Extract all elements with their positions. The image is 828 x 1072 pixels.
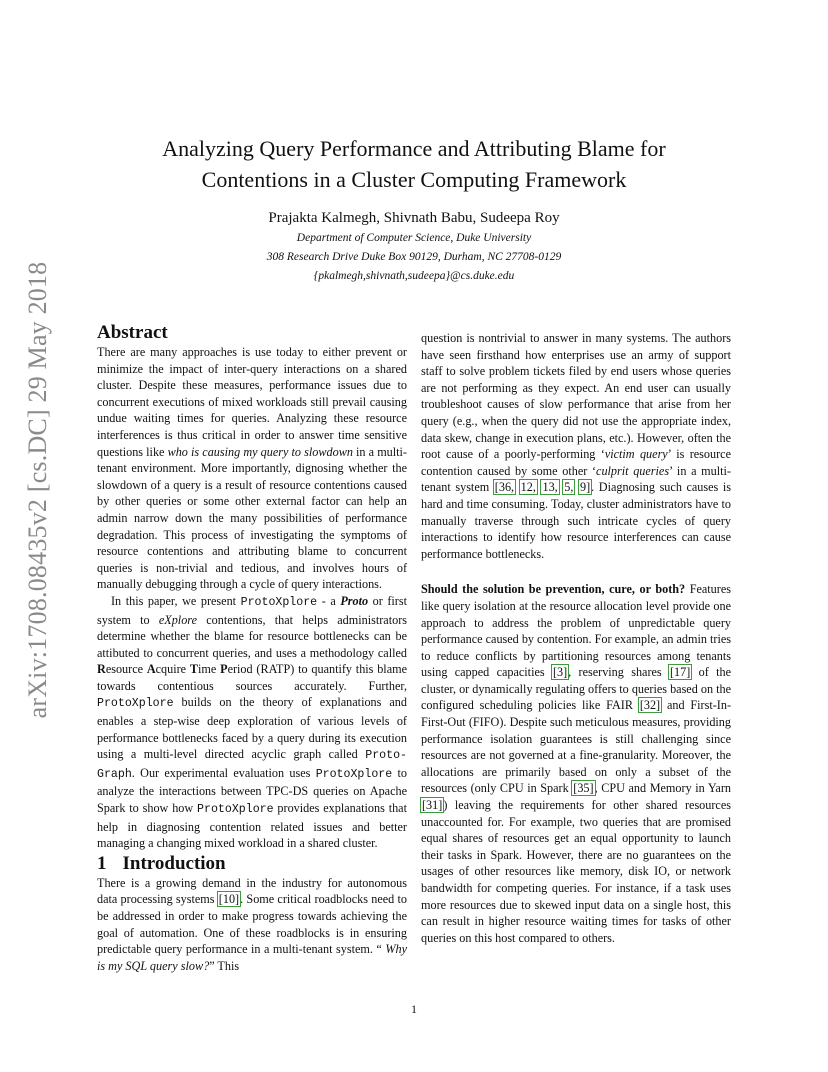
text: . Some critical roadblocks need to be addressed in order to make progress towards achieving the goal of automation. One of these roadblocks is in ensuring predictable query performance in a multi-tenant system. “ bbox=[97, 892, 407, 957]
emphasis: victim query bbox=[604, 447, 668, 462]
text: ” This bbox=[209, 958, 240, 973]
text: ) leaving the requirements for other shared resources unaccounted for. For example, two queries that are promised equal shares of resources get an equal opportunity to launch their tasks in Spark. However, there are no guarantees on the usages of other resources like memory, disk IO, or network bandwidth for competing queries. For instance, if a task uses more resources due to skewed input data on a single host, this can result in higher resource waiting times for tasks of other queries on this host compared to others. bbox=[421, 798, 731, 945]
citation-link[interactable]: 13, bbox=[542, 480, 558, 495]
affiliation-address: 308 Research Drive Duke Box 90129, Durham, NC 27708-0129 bbox=[266, 251, 562, 263]
bold-letter: R bbox=[97, 662, 106, 677]
emphasis: Proto bbox=[340, 593, 369, 608]
system-name: ProtoXplore bbox=[97, 697, 174, 711]
text: In this paper, we present bbox=[111, 593, 241, 608]
citation-link[interactable]: [3] bbox=[552, 665, 568, 680]
system-name: Proto-Graph bbox=[97, 749, 407, 781]
run-in-heading: Should the solution be prevention, cure, or both? bbox=[421, 582, 686, 597]
intro-paragraph-2 bbox=[421, 581, 731, 946]
text: . Diagnosing such causes is hard and time consuming. Today, cluster administrators have to manually traverse through such intricate cycles of query interactions to identify how resource interferences can cause performance bottlenecks. bbox=[421, 480, 731, 561]
citation-link[interactable]: 5, bbox=[564, 480, 574, 495]
emphasis: who is causing my query to slowdown bbox=[167, 444, 353, 459]
system-name: ProtoXplore bbox=[240, 595, 318, 609]
text: ime bbox=[198, 662, 221, 677]
citation-link[interactable]: [17] bbox=[669, 665, 691, 680]
text: to analyze the interactions between TPC-DS queries on Apache Spark to show how bbox=[97, 765, 408, 816]
text: ’ is resource contention caused by some other ‘ bbox=[421, 447, 731, 478]
emphasis: culprit queries bbox=[596, 463, 670, 478]
paper-title bbox=[100, 133, 728, 195]
section-number: 1 bbox=[97, 852, 107, 874]
citation-link[interactable]: 9] bbox=[580, 480, 591, 495]
introduction-heading bbox=[97, 853, 407, 875]
page-number: 1 bbox=[411, 1002, 417, 1016]
affiliation-email: {pkalmegh,shivnath,sudeepa}@cs.duke.edu bbox=[313, 270, 515, 282]
bold-letter: P bbox=[220, 662, 228, 677]
affiliation-department: Department of Computer Science, Duke University bbox=[296, 232, 532, 244]
abstract-paragraph-2 bbox=[97, 593, 407, 852]
text: There are many approaches is use today to either prevent or minimize the impact of inter-query interactions on a shared cluster. Despite these measures, performance issues due to concurrent executions of mixed workloads still prevail causing undue waiting times for queries. Analyzing these resource interferences is thus critical in order to answer time sensitive questions like bbox=[97, 345, 407, 459]
authors: Prajakta Kalmegh, Shivnath Babu, Sudeepa Roy bbox=[268, 210, 560, 226]
text: Features like query isolation at the resource allocation level provide one approach to address the problem of unpredictable query performance caused by contention. For example, an admin tries to reduce conflicts by partitioning resources among tenants using capped capacities bbox=[421, 582, 731, 680]
system-name: ProtoXplore bbox=[315, 767, 393, 781]
text: and First-In-First-Out (FIFO). Despite such meticulous measures, providing performance isolation guarantees is still challenging since resources are not governed at a fine-granularity. Moreover, the allocations are primarily based on only a subset of the resources (only CPU in Spark bbox=[421, 698, 732, 796]
citation-link[interactable]: [10] bbox=[218, 892, 240, 907]
text: - a bbox=[317, 593, 341, 608]
text: question is nontrivial to answer in many systems. The authors have seen firsthand how enterprises use an army of support staff to solve problem tickets filed by end users whose queries are not performing as they expect. An end user can usually troubleshoot causes of slow performance that arise from her query (e.g., when the query did not use the appropriate index, data skew, change in execution plans, etc.). However, often the root cause of a poorly-performing ‘ bbox=[421, 331, 731, 462]
intro-paragraph-1 bbox=[97, 875, 407, 975]
emphasis: Why is my SQL query slow? bbox=[97, 942, 407, 973]
section-title: Introduction bbox=[122, 852, 226, 874]
citation-link[interactable]: [32] bbox=[639, 698, 661, 713]
left-column bbox=[97, 322, 407, 974]
citation-link[interactable]: [35] bbox=[573, 781, 594, 796]
emphasis: eXplore bbox=[158, 612, 197, 627]
text: ’ in a multi-tenant system bbox=[421, 463, 731, 495]
affiliation bbox=[100, 229, 728, 286]
text: contentions, that helps administrators determine whether the blame for resource bottlenecks can be attibuted to concurrent queries, and uses a methodology called bbox=[97, 612, 407, 660]
intro-paragraph-1-continued bbox=[421, 330, 731, 562]
citation-link[interactable]: [36, bbox=[494, 480, 515, 495]
title-line-1: Analyzing Query Performance and Attributing Blame for bbox=[162, 136, 666, 161]
text: provides explanations that help in diagnosing contention related issues and better managing a changing mixed workload in a shared cluster. bbox=[97, 801, 407, 851]
citation-link[interactable]: 12, bbox=[520, 480, 536, 495]
text: esource bbox=[105, 662, 147, 677]
bold-letter: T bbox=[189, 662, 199, 677]
text: cquire bbox=[155, 662, 190, 677]
bold-letter: A bbox=[146, 662, 156, 677]
text: builds on the theory of explanations and enables a step-wise deep exploration of various levels of performance bottlenecks faced by a query during its execution using a multi-level directed acyclic graph called bbox=[97, 695, 407, 762]
text: of the cluster, or dynamically regulating offers to queries based on the configured scheduling policies like FAIR bbox=[421, 665, 731, 713]
text: in a multi-tenant environment. More importantly, dignosing whether the slowdown of a query is a result of resource contentions caused by other queries or some other external factor can help an admin narrow down the many possibilities of performance degradation. This process of investigating the symptoms of resource contentions and attributing blame to concurrent queries is non-trivial and tedious, and involves hours of manually debugging through a cycle of query interactions. bbox=[97, 444, 407, 592]
citation-link[interactable]: [31] bbox=[422, 798, 443, 813]
right-column bbox=[421, 330, 731, 946]
text: There is a growing demand in the industry for autonomous data processing systems bbox=[97, 875, 407, 907]
text: or first system to bbox=[97, 593, 407, 627]
title-line-2: Contentions in a Cluster Computing Framework bbox=[201, 167, 627, 192]
abstract-heading: Abstract bbox=[97, 322, 168, 343]
abstract-paragraph-1 bbox=[97, 344, 407, 593]
system-name: ProtoXplore bbox=[197, 803, 274, 817]
text: . Our experimental evaluation uses bbox=[131, 765, 316, 780]
text: , CPU and Memory in Yarn bbox=[594, 781, 731, 796]
text: , reserving shares bbox=[568, 665, 669, 680]
arxiv-identifier: arXiv:1708.08435v2 [cs.DC] 29 May 2018 bbox=[23, 261, 52, 719]
text: eriod (RATP) to quantify this blame towards contentious sources accurately. Further, bbox=[97, 662, 407, 693]
